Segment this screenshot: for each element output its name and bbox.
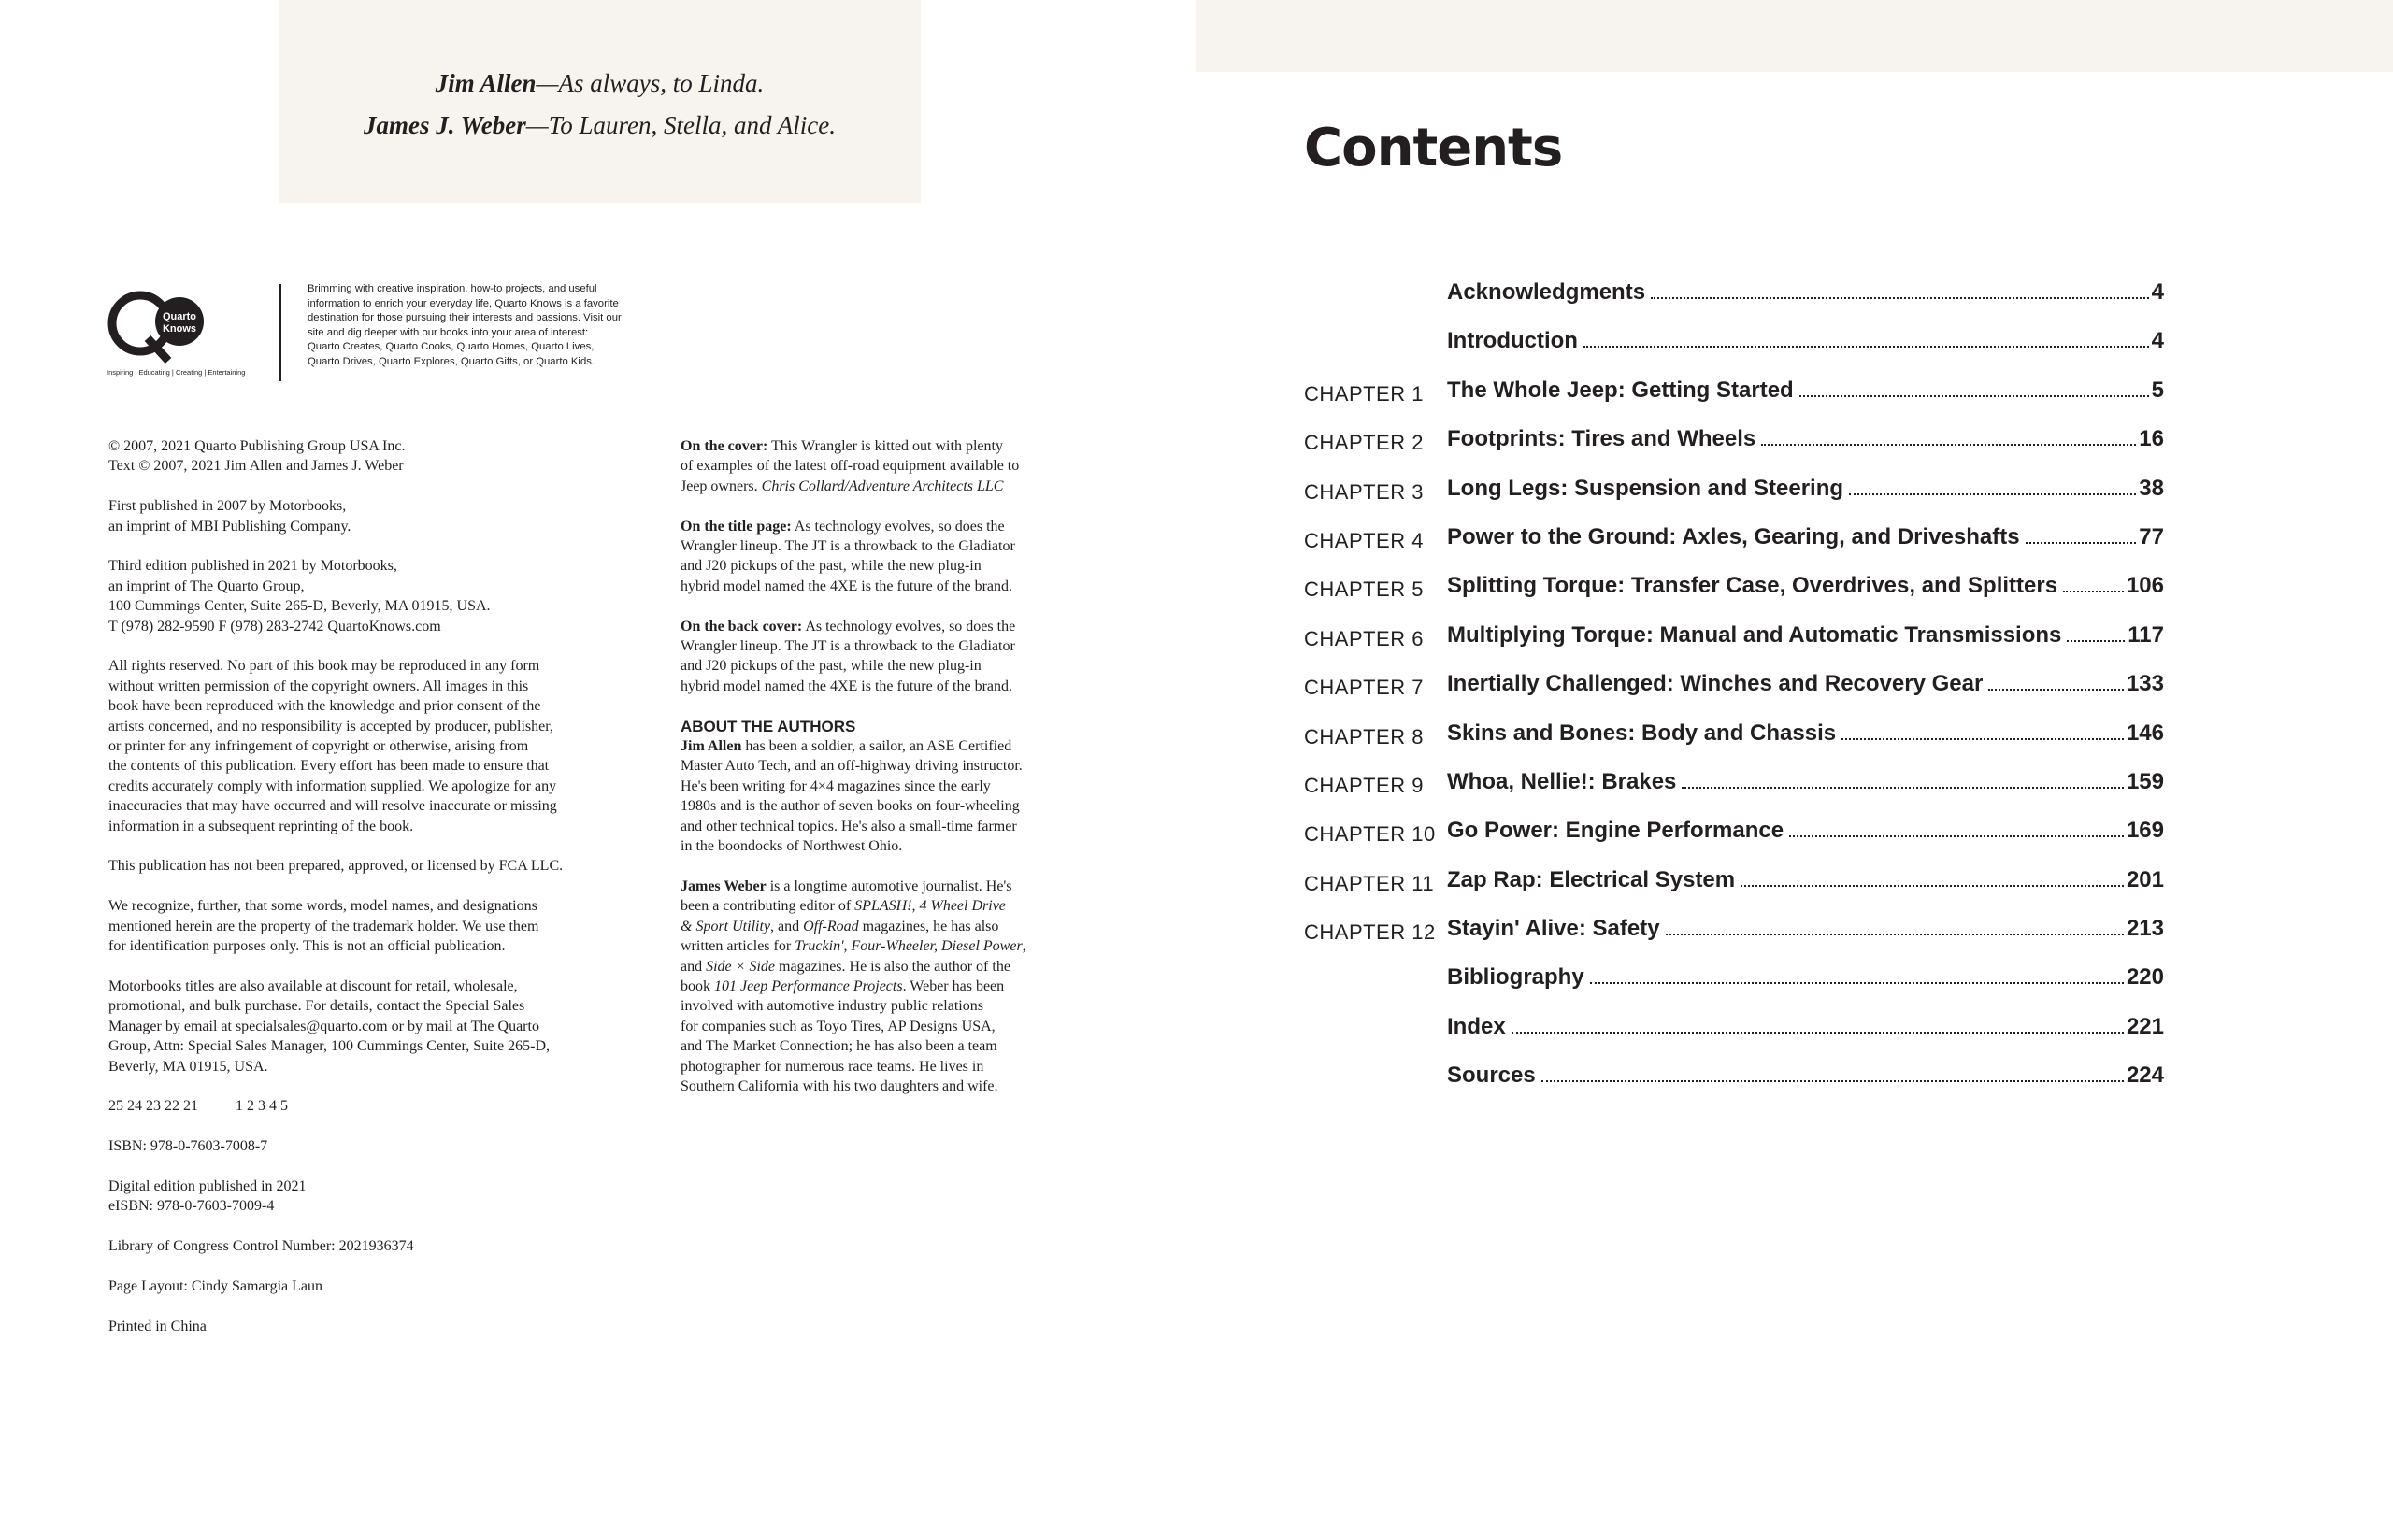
imprint-line: Motorbooks titles are also available at discount for retail, wholesale, xyxy=(108,977,518,994)
imprint-line: All rights reserved. No part of this book may be reproduced in any form xyxy=(108,658,540,675)
credits-column xyxy=(681,436,1073,1117)
toc-title: Power to the Ground: Axles, Gearing, and Driveshafts xyxy=(1447,523,2020,549)
about-james-weber: James Weber is a longtime automotive journalist. He's been a contributing editor of SPLASH!, 4 Wheel Drive & Sport Utility, and Off-Road magazines, he has also written articles for Truckin', Four-Wheeler, Diesel Power, and Side × Side magazines. He is also the author of the book 101 Jeep Performance Projects. Weber has been involved with automotive industry public relations for companies such as Toyo Tires, AP Designs USA, and The Market Connection; he has also been a team photographer for numerous race teams. He lives in Southern California with his two daughters and wife. xyxy=(681,877,1026,1094)
blurb-line: site and dig deeper with our books into your area of interest: xyxy=(308,326,589,338)
blurb-line: destination for those pursuing their interests and passions. Visit our xyxy=(308,312,622,323)
toc-entry-line xyxy=(1447,1014,2164,1040)
toc-page-number: 213 xyxy=(2126,916,2164,942)
back-cover-credit: On the back cover: As technology evolves, so does the Wrangler lineup. The JT is a throwback to the Gladiator and J20 pickups of the past, while the new plug-in hybrid model named the 4XE is the future of the brand. xyxy=(681,618,1016,694)
imprint-line: or printer for any infringement of copyright or otherwise, arising from xyxy=(108,738,529,755)
imprint-line: This publication has not been prepared, approved, or licensed by FCA LLC. xyxy=(108,858,564,875)
toc-leader-dots xyxy=(1849,493,2136,495)
toc-entry[interactable] xyxy=(1304,367,2164,416)
toc-entry[interactable] xyxy=(1304,269,2164,318)
imprint-line: First published in 2007 by Motorbooks, xyxy=(108,498,347,515)
toc-page-number: 201 xyxy=(2126,866,2164,892)
toc-page-number: 4 xyxy=(2151,279,2164,305)
logo-brand-line1: Quarto xyxy=(162,311,197,322)
imprint-line: Library of Congress Control Number: 2021936374 xyxy=(108,1238,414,1255)
imprint-paragraph xyxy=(108,896,632,956)
toc-leader-dots xyxy=(1651,297,2149,299)
toc-entry[interactable] xyxy=(1304,612,2164,661)
toc-title: Zap Rap: Electrical System xyxy=(1447,866,1736,892)
toc-entry[interactable] xyxy=(1304,954,2164,1003)
toc-entry[interactable] xyxy=(1304,416,2164,464)
imprint-line: promotional, and bulk purchase. For details, contact the Special Sales xyxy=(108,998,525,1015)
toc-entry[interactable] xyxy=(1304,563,2164,611)
toc-entry-line xyxy=(1447,720,2164,747)
toc-chapter-label: CHAPTER 12 xyxy=(1304,920,1436,945)
imprint-paragraph xyxy=(108,436,632,477)
imprint-line: for identification purposes only. This is not an official publication. xyxy=(108,938,506,955)
dedication-line: James J. Weber—To Lauren, Stella, and Alice. xyxy=(364,111,836,139)
imprint-line: the contents of this publication. Every effort has been made to ensure that xyxy=(108,758,550,775)
quarto-knows-logo-icon xyxy=(107,282,211,372)
imprint-line: 100 Cummings Center, Suite 265-D, Beverly, MA 01915, USA. xyxy=(108,598,491,615)
toc-page-number: 16 xyxy=(2139,426,2164,452)
imprint-line: book have been reproduced with the knowledge and prior consent of the xyxy=(108,698,541,715)
toc-title: Sources xyxy=(1447,1062,1536,1089)
logo-blurb xyxy=(308,282,686,369)
imprint-line: Manager by email at specialsales@quarto.com or by mail at The Quarto xyxy=(108,1018,539,1034)
toc-leader-dots xyxy=(1799,395,2149,397)
toc-entry[interactable] xyxy=(1304,905,2164,954)
toc-entry[interactable] xyxy=(1304,1052,2164,1101)
toc-page-number: 38 xyxy=(2139,475,2164,501)
imprint-line: information in a subsequent reprinting of the book. xyxy=(108,818,414,834)
toc-entry-line xyxy=(1447,279,2164,306)
toc-chapter-label: CHAPTER 10 xyxy=(1304,822,1436,847)
toc-chapter-label: CHAPTER 11 xyxy=(1304,871,1435,895)
logo-brand-line2: Knows xyxy=(162,323,197,335)
imprint-line: inaccuracies that may have occurred and will resolve inaccurate or missing xyxy=(108,798,557,815)
imprint-paragraph xyxy=(108,1236,632,1256)
imprint-line: without written permission of the copyright owners. All images in this xyxy=(108,677,529,694)
copyright-imprint xyxy=(108,436,632,1356)
toc-title: Inertially Challenged: Winches and Recovery Gear xyxy=(1447,671,1984,697)
toc-chapter-label: CHAPTER 2 xyxy=(1304,431,1424,455)
imprint-line: an imprint of The Quarto Group, xyxy=(108,578,305,594)
toc-leader-dots xyxy=(2063,591,2124,592)
toc-chapter-label: CHAPTER 6 xyxy=(1304,626,1424,650)
toc-entry-line xyxy=(1447,573,2164,599)
quarto-knows-logo-block xyxy=(107,282,686,383)
dedication-line: Jim Allen—As always, to Linda. xyxy=(435,69,765,97)
toc-entry-line xyxy=(1447,476,2164,502)
toc-chapter-label: CHAPTER 4 xyxy=(1304,528,1424,552)
toc-entry-line xyxy=(1447,867,2164,893)
toc-entry-line xyxy=(1447,622,2164,649)
table-of-contents xyxy=(1304,269,2164,1102)
toc-leader-dots xyxy=(2067,640,2125,642)
toc-entry-line xyxy=(1447,818,2164,844)
imprint-line: eISBN: 978-0-7603-7009-4 xyxy=(108,1198,275,1215)
toc-entry-line xyxy=(1447,378,2164,404)
title-page-credit: On the title page: As technology evolves, so does the Wrangler lineup. The JT is a throwback to the Gladiator and J20 pickups of the past, while the new plug-in hybrid model named the 4XE is the future of the brand. xyxy=(681,518,1015,594)
toc-chapter-label: CHAPTER 5 xyxy=(1304,578,1424,602)
toc-entry-line xyxy=(1447,964,2164,991)
toc-title: Go Power: Engine Performance xyxy=(1447,818,1784,844)
toc-entry[interactable] xyxy=(1304,465,2164,514)
imprint-line: Digital edition published in 2021 xyxy=(108,1177,307,1194)
toc-page-number: 106 xyxy=(2126,573,2164,599)
blurb-line: Quarto Drives, Quarto Explores, Quarto Gifts, or Quarto Kids. xyxy=(308,355,595,367)
toc-leader-dots xyxy=(1512,1032,2124,1034)
imprint-line: credits accurately comply with information supplied. We apologize for any xyxy=(108,777,557,794)
toc-title: Skins and Bones: Body and Chassis xyxy=(1447,720,1837,746)
toc-leader-dots xyxy=(1590,982,2124,984)
imprint-paragraph xyxy=(108,1136,632,1156)
toc-page-number: 220 xyxy=(2126,964,2164,991)
toc-page-number: 77 xyxy=(2139,523,2164,549)
toc-leader-dots xyxy=(2026,542,2137,544)
logo-divider xyxy=(279,284,281,381)
toc-title: Splitting Torque: Transfer Case, Overdrives, and Splitters xyxy=(1447,573,2058,599)
imprint-line: Beverly, MA 01915, USA. xyxy=(108,1058,268,1075)
toc-title: Acknowledgments xyxy=(1447,279,1646,305)
toc-title: Bibliography xyxy=(1447,964,1584,991)
imprint-paragraph xyxy=(108,1176,632,1217)
about-jim-allen: ABOUT THE AUTHORS Jim Allen has been a soldier, a sailor, an ASE Certified Master Auto Tech, and an off-highway driving instructor. He's been writing for 4×4 magazines since the early 1980s and is the author of seven books on four-wheeling and other technical topics. He's also a small-time farmer in the boondocks of Northwest Ohio. xyxy=(681,717,1073,857)
toc-entry-line xyxy=(1447,1062,2164,1089)
blurb-line: information to enrich your everyday life, Quarto Knows is a favorite xyxy=(308,297,619,309)
toc-leader-dots xyxy=(1988,689,2124,691)
toc-title: Footprints: Tires and Wheels xyxy=(1447,426,1756,452)
imprint-line: an imprint of MBI Publishing Company. xyxy=(108,518,351,535)
imprint-paragraph xyxy=(108,977,632,1077)
toc-chapter-label: CHAPTER 1 xyxy=(1304,381,1424,406)
imprint-line: mentioned herein are the property of the trademark holder. We use them xyxy=(108,918,539,934)
toc-entry[interactable] xyxy=(1304,759,2164,807)
toc-entry-line xyxy=(1447,426,2164,452)
toc-title: Stayin' Alive: Safety xyxy=(1447,916,1660,942)
toc-chapter-label: CHAPTER 9 xyxy=(1304,773,1424,797)
toc-leader-dots xyxy=(1666,934,2124,935)
toc-leader-dots xyxy=(1541,1080,2124,1082)
toc-leader-dots xyxy=(1789,835,2124,837)
toc-page-number: 133 xyxy=(2126,671,2164,697)
imprint-paragraph xyxy=(108,556,632,636)
toc-entry[interactable] xyxy=(1304,1004,2164,1052)
toc-entry-line xyxy=(1447,328,2164,354)
toc-page-number: 117 xyxy=(2128,621,2164,648)
blurb-line: Quarto Creates, Quarto Cooks, Quarto Homes, Quarto Lives, xyxy=(308,341,595,352)
toc-page-number: 5 xyxy=(2151,377,2164,403)
imprint-line: artists concerned, and no responsibility is accepted by producer, publisher, xyxy=(108,718,553,734)
imprint-line: Group, Attn: Special Sales Manager, 100 Cummings Center, Suite 265-D, xyxy=(108,1038,550,1055)
imprint-paragraph xyxy=(108,856,632,876)
imprint-line: Page Layout: Cindy Samargia Laun xyxy=(108,1277,322,1294)
toc-page-number: 169 xyxy=(2126,818,2164,844)
toc-entry[interactable] xyxy=(1304,318,2164,366)
imprint-paragraph xyxy=(108,1317,632,1336)
toc-entry[interactable] xyxy=(1304,857,2164,905)
toc-entry-line xyxy=(1447,769,2164,795)
imprint-line: Printed in China xyxy=(108,1318,207,1334)
toc-entry[interactable] xyxy=(1304,807,2164,856)
toc-title: The Whole Jeep: Getting Started xyxy=(1447,377,1794,403)
toc-page-number: 159 xyxy=(2126,768,2164,794)
toc-leader-dots xyxy=(1761,444,2136,446)
page-title: Contents xyxy=(1304,118,1563,178)
toc-page-number: 221 xyxy=(2126,1013,2164,1039)
toc-title: Index xyxy=(1447,1013,1506,1039)
toc-page-number: 146 xyxy=(2126,720,2164,746)
logo-tagline: Inspiring | Educating | Creating | Entertaining xyxy=(107,368,246,377)
page-header-band xyxy=(1196,0,2393,72)
toc-entry[interactable] xyxy=(1304,710,2164,759)
imprint-line: Text © 2007, 2021 Jim Allen and James J. Weber xyxy=(108,458,404,475)
toc-page-number: 4 xyxy=(2151,328,2164,354)
toc-entry[interactable] xyxy=(1304,661,2164,709)
imprint-line: Third edition published in 2021 by Motorbooks, xyxy=(108,558,397,575)
about-authors-heading: ABOUT THE AUTHORS xyxy=(681,717,856,735)
imprint-paragraph xyxy=(108,656,632,836)
toc-page-number: 224 xyxy=(2126,1062,2164,1089)
imprint-line: © 2007, 2021 Quarto Publishing Group USA Inc. xyxy=(108,438,406,454)
imprint-paragraph xyxy=(108,1276,632,1296)
toc-leader-dots xyxy=(1583,346,2149,348)
toc-leader-dots xyxy=(1741,885,2124,887)
dedication-box xyxy=(279,0,921,203)
toc-title: Long Legs: Suspension and Steering xyxy=(1447,475,1844,501)
toc-chapter-label: CHAPTER 7 xyxy=(1304,676,1424,700)
toc-chapter-label: CHAPTER 3 xyxy=(1304,479,1424,504)
imprint-line: ISBN: 978-0-7603-7008-7 xyxy=(108,1138,268,1155)
toc-entry[interactable] xyxy=(1304,514,2164,563)
toc-title: Multiplying Torque: Manual and Automatic Transmissions xyxy=(1447,621,2062,648)
toc-entry-line xyxy=(1447,916,2164,942)
imprint-paragraph xyxy=(108,496,632,536)
cover-credit: On the cover: This Wrangler is kitted out with plenty of examples of the latest off-road equipment available to Jeep owners. Chris Collard/Adventure Architects LLC xyxy=(681,438,1020,494)
toc-entry-line xyxy=(1447,524,2164,550)
imprint-line: 25 24 23 22 21 1 2 3 4 5 xyxy=(108,1098,288,1115)
toc-title: Whoa, Nellie!: Brakes xyxy=(1447,768,1677,794)
toc-chapter-label: CHAPTER 8 xyxy=(1304,724,1424,749)
toc-leader-dots xyxy=(1841,738,2124,740)
imprint-paragraph xyxy=(108,1096,632,1116)
toc-title: Introduction xyxy=(1447,328,1578,354)
toc-entry-line xyxy=(1447,671,2164,697)
imprint-line: T (978) 282-9590 F (978) 283-2742 QuartoKnows.com xyxy=(108,618,441,635)
imprint-line: We recognize, further, that some words, model names, and designations xyxy=(108,898,537,915)
blurb-line: Brimming with creative inspiration, how-to projects, and useful xyxy=(308,283,597,294)
toc-leader-dots xyxy=(1682,787,2124,789)
